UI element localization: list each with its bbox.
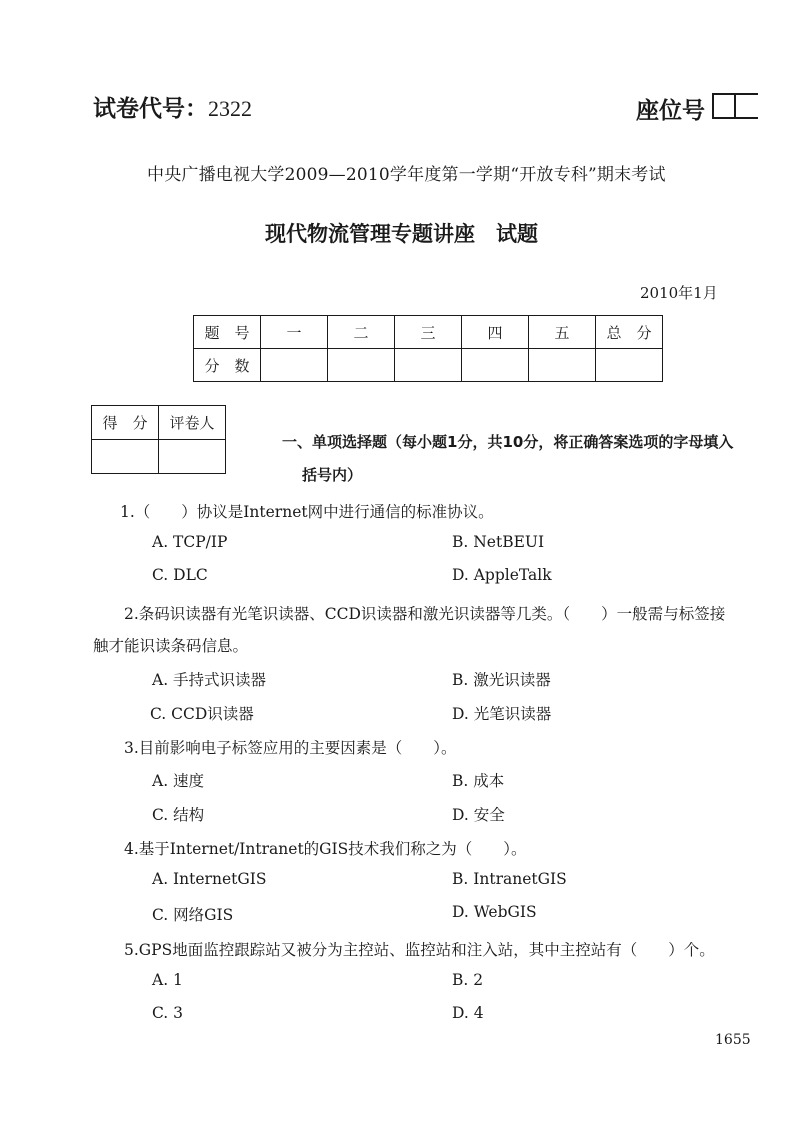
paper-code-number: 2322 [208, 96, 252, 121]
score-table-cell: 分 数 [194, 349, 261, 382]
option: B. IntranetGIS [452, 870, 567, 888]
option: A. 速度 [152, 772, 205, 790]
question-text: 4.基于Internet/Intranet的GIS技术我们称之为（ ）。 [124, 840, 527, 858]
page-number: 1655 [715, 1032, 751, 1048]
grader-table [91, 405, 226, 474]
score-table-cell: 总 分 [596, 316, 663, 349]
score-table-header-row [194, 316, 663, 349]
grader-table-entry-row [92, 440, 226, 474]
score-entry-cell [261, 349, 328, 382]
score-table-cell: 一 [261, 316, 328, 349]
option: C. 3 [152, 1004, 184, 1022]
option: A. 1 [152, 971, 183, 989]
grader-table-cell: 评卷人 [159, 406, 226, 440]
score-entry-cell [462, 349, 529, 382]
section-title: 一、单项选择题（每小题1分，共10分，将正确答案选项的字母填入 [282, 433, 734, 451]
option: B. 激光识读器 [452, 671, 551, 689]
grader-entry-cell [92, 440, 159, 474]
paper-code [93, 90, 252, 123]
grader-table-header-row [92, 406, 226, 440]
score-entry-cell [395, 349, 462, 382]
score-entry-cell [328, 349, 395, 382]
seat-number-box [712, 93, 758, 119]
score-table-cell: 二 [328, 316, 395, 349]
score-table-cell: 五 [529, 316, 596, 349]
score-table-cell: 三 [395, 316, 462, 349]
option: B. 2 [452, 971, 484, 989]
option: C. 网络GIS [152, 906, 234, 924]
score-entry-cell [596, 349, 663, 382]
option: D. WebGIS [452, 903, 537, 921]
option: C. 结构 [152, 806, 205, 824]
score-table-cell: 四 [462, 316, 529, 349]
paper-code-label: 试卷代号： [93, 96, 208, 122]
grader-entry-cell [159, 440, 226, 474]
score-table [193, 315, 663, 382]
option: B. 成本 [452, 772, 505, 790]
score-table-cell: 题 号 [194, 316, 261, 349]
exam-date: 2010年1月 [640, 284, 718, 302]
grader-table-cell: 得 分 [92, 406, 159, 440]
seat-number-label: 座位号 [636, 98, 705, 124]
option: D. 光笔识读器 [452, 705, 552, 723]
option: D. AppleTalk [452, 566, 552, 584]
option: A. InternetGIS [152, 870, 267, 888]
question-text-continued: 触才能识读条码信息。 [93, 637, 249, 655]
question-text: 2.条码识读器有光笔识读器、CCD识读器和激光识读器等几类。（ ）一般需与标签接 [124, 605, 726, 623]
option: C. CCD识读器 [150, 705, 254, 723]
question-text: 1.（ ）协议是Internet网中进行通信的标准协议。 [120, 503, 494, 521]
question-text: 3.目前影响电子标签应用的主要因素是（ ）。 [124, 739, 457, 757]
question-text: 5.GPS地面监控跟踪站又被分为主控站、监控站和注入站，其中主控站有（ ）个。 [124, 941, 715, 959]
exam-header: 中央广播电视大学2009—2010学年度第一学期“开放专科”期末考试 [147, 165, 666, 185]
option: B. NetBEUI [452, 533, 545, 551]
option: A. 手持式识读器 [152, 671, 267, 689]
score-table-score-row [194, 349, 663, 382]
option: D. 4 [452, 1004, 484, 1022]
option: D. 安全 [452, 806, 505, 824]
exam-title: 现代物流管理专题讲座 试题 [265, 222, 538, 246]
option: A. TCP/IP [152, 533, 228, 551]
section-title-continued: 括号内） [302, 466, 363, 484]
option: C. DLC [152, 566, 208, 584]
score-entry-cell [529, 349, 596, 382]
